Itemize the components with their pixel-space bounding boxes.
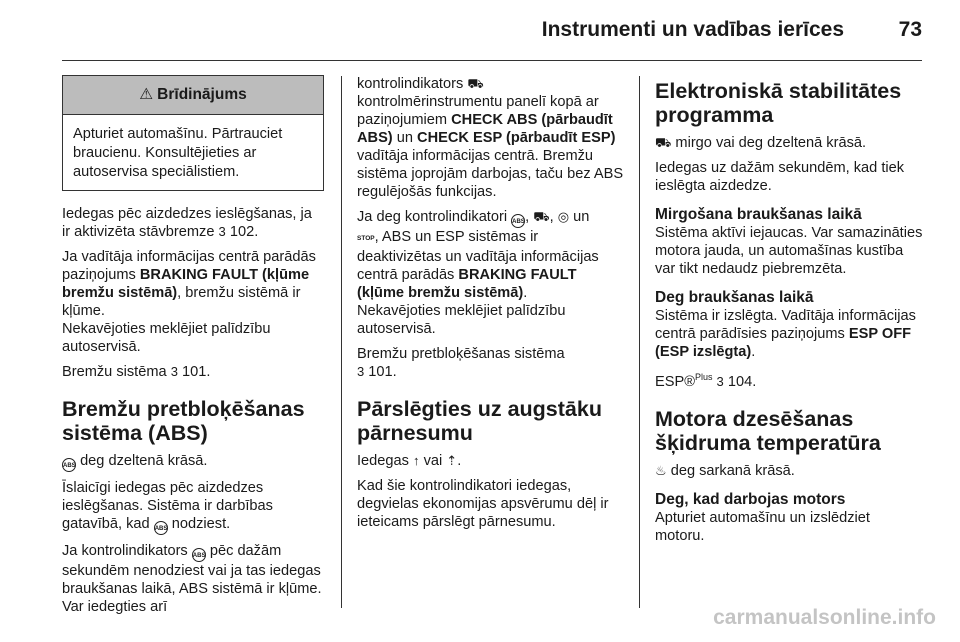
abs-ref-paragraph: Bremžu pretbloķēšanas sistēma 3 101. <box>357 346 565 380</box>
page-header <box>62 0 922 58</box>
column-divider-1 <box>341 76 342 608</box>
column-1 <box>62 75 324 623</box>
abs-continued-paragraph: kontrolindikators ⛟ kontrolmērinstrumentu panelī kopā ar paziņojumiem CHECK ABS (pārbaudīt ABS) un CHECK ESP (pārbaudīt ESP) vadītāja informācijas centrā. Bremžu sistēma joprojām darbojas, taču bez ABS regulējošās funkcijas. <box>357 76 624 200</box>
warning-text: Apturiet automašīnu. Pārtrauciet braucienu. Konsultējieties ar autoservisa speciālistiem. <box>73 126 283 180</box>
brake-system-ref-paragraph: Bremžu sistēma 3 101. <box>62 364 211 380</box>
column-2 <box>357 75 625 538</box>
upshift-paragraph-2: Kad šie kontrolindikatori iedegas, degvielas ekonomijas apsvērumu dēļ ir ieteicams pārslēgt pārnesumu. <box>357 478 609 530</box>
warning-triangle-icon: ⚠ <box>139 86 154 103</box>
page-ref[interactable]: 101. <box>368 364 397 380</box>
upshift-dotted-arrow-icon: ⇡ <box>446 453 458 468</box>
header-rule <box>62 60 922 61</box>
abs-warning-icon: ABS <box>62 458 76 472</box>
column-divider-2 <box>639 76 640 608</box>
check-abs-message: CHECK ABS (pārbaudīt ABS) <box>357 112 613 146</box>
running-heading: Deg, kad darbojas motors <box>655 491 846 508</box>
abs-heading: Bremžu pretbloķēšanas sistēma (ABS) <box>62 397 305 445</box>
abs-warning-icon: ABS <box>192 548 206 562</box>
esp-warning-icon: ⛟ <box>533 209 550 224</box>
page-ref-icon: 3 <box>357 364 365 379</box>
braking-fault-message: BRAKING FAULT (kļūme bremžu sistēmā) <box>357 267 577 301</box>
brake-fault-paragraph: Ja vadītāja informācijas centrā parādās paziņojums BRAKING FAULT (kļūme bremžu sistēmā), bremžu sistēmā ir kļūme. Nekavējoties meklējiet palīdzību autoservisā. <box>62 249 316 355</box>
page-ref[interactable]: 102. <box>229 224 259 240</box>
running-paragraph: Apturiet automašīnu un izslēdziet motoru. <box>655 510 870 544</box>
warning-header <box>63 76 323 115</box>
esp-paragraph-1: ⛟ mirgo vai deg dzeltenā krāsā. <box>655 135 867 151</box>
esp-plus-ref-paragraph: ESP®$^{Plus}$ 3 104. <box>655 372 757 390</box>
upshift-arrow-icon: ↑ <box>413 453 420 468</box>
parking-brake-paragraph: Iedegas pēc aizdedzes ieslēgšanas, ja ir aktivizēta stāvbremze 3 102. <box>62 206 312 240</box>
abs-paragraph-2: Īslaicīgi iedegas pēc aizdedzes ieslēgšanas. Sistēma ir darbības gatavībā, kad ABS nodziest. <box>62 479 324 535</box>
esp-warning-icon: ⛟ <box>467 76 484 91</box>
abs-warning-icon: ABS <box>154 521 168 535</box>
page-ref-icon: 3 <box>170 364 178 379</box>
page-number: 73 <box>898 18 922 41</box>
page-ref-icon: 3 <box>716 374 724 389</box>
coolant-paragraph: ♨ deg sarkanā krāsā. <box>655 463 795 479</box>
blinking-paragraph: Sistēma aktīvi iejaucas. Var samazināties motora jauda, un automašīnas kustība var tikt nedaudz piebremzēta. <box>655 225 923 277</box>
deactivated-paragraph: Ja deg kontrolindikatori ABS, ⛟, ◎ un STOP, ABS un ESP sistēmas ir deaktivizētas un vadītāja informācijas centrā parādās BRAKING FAULT (kļūme bremžu sistēmā). Nekavējoties meklējiet palīdzību autoservisā. <box>357 209 599 337</box>
check-esp-message: CHECK ESP (pārbaudīt ESP) <box>417 130 616 146</box>
lit-paragraph: Sistēma ir izslēgta. Vadītāja informācijas centrā parādīsies paziņojums ESP OFF (ESP izslēgta). <box>655 308 916 360</box>
esp-warning-icon: ⛟ <box>655 135 672 150</box>
page-ref[interactable]: 101. <box>181 364 211 380</box>
upshift-paragraph-1: Iedegas ↑ vai ⇡. <box>357 453 462 469</box>
coolant-temperature-icon: ♨ <box>655 463 667 478</box>
esp-heading: Elektroniskā stabilitātes programma <box>655 79 902 127</box>
warning-box <box>62 75 324 191</box>
esp-off-message: ESP OFF (ESP izslēgta) <box>655 326 912 360</box>
header-title: Instrumenti un vadības ierīces <box>541 18 844 41</box>
stop-icon: STOP <box>357 235 375 242</box>
coolant-heading: Motora dzesēšanas šķidruma temperatūra <box>655 407 881 455</box>
page-ref[interactable]: 104. <box>727 374 757 390</box>
brake-circle-icon: ◎ <box>557 209 570 224</box>
page-ref-icon: 3 <box>218 224 226 239</box>
blinking-heading: Mirgošana braukšanas laikā <box>655 206 862 223</box>
esp-paragraph-2: Iedegas uz dažām sekundēm, kad tiek ieslēgta aizdedze. <box>655 160 905 194</box>
abs-paragraph-3: Ja kontrolindikators ABS pēc dažām sekundēm nenodziest vai ja tas iedegas braukšanas laikā, ABS sistēmā ir kļūme. Var iedegties arī <box>62 543 322 615</box>
column-3 <box>655 75 923 552</box>
braking-fault-message: BRAKING FAULT (kļūme bremžu sistēmā) <box>62 267 310 301</box>
upshift-heading: Pārslēgties uz augstāku pārnesumu <box>357 397 602 445</box>
warning-title: Brīdinājums <box>157 86 247 103</box>
lit-heading: Deg braukšanas laikā <box>655 289 814 306</box>
abs-paragraph-1: ABS deg dzeltenā krāsā. <box>62 452 324 472</box>
watermark: carmanualsonline.info <box>713 606 936 629</box>
abs-warning-icon: ABS <box>511 214 525 228</box>
